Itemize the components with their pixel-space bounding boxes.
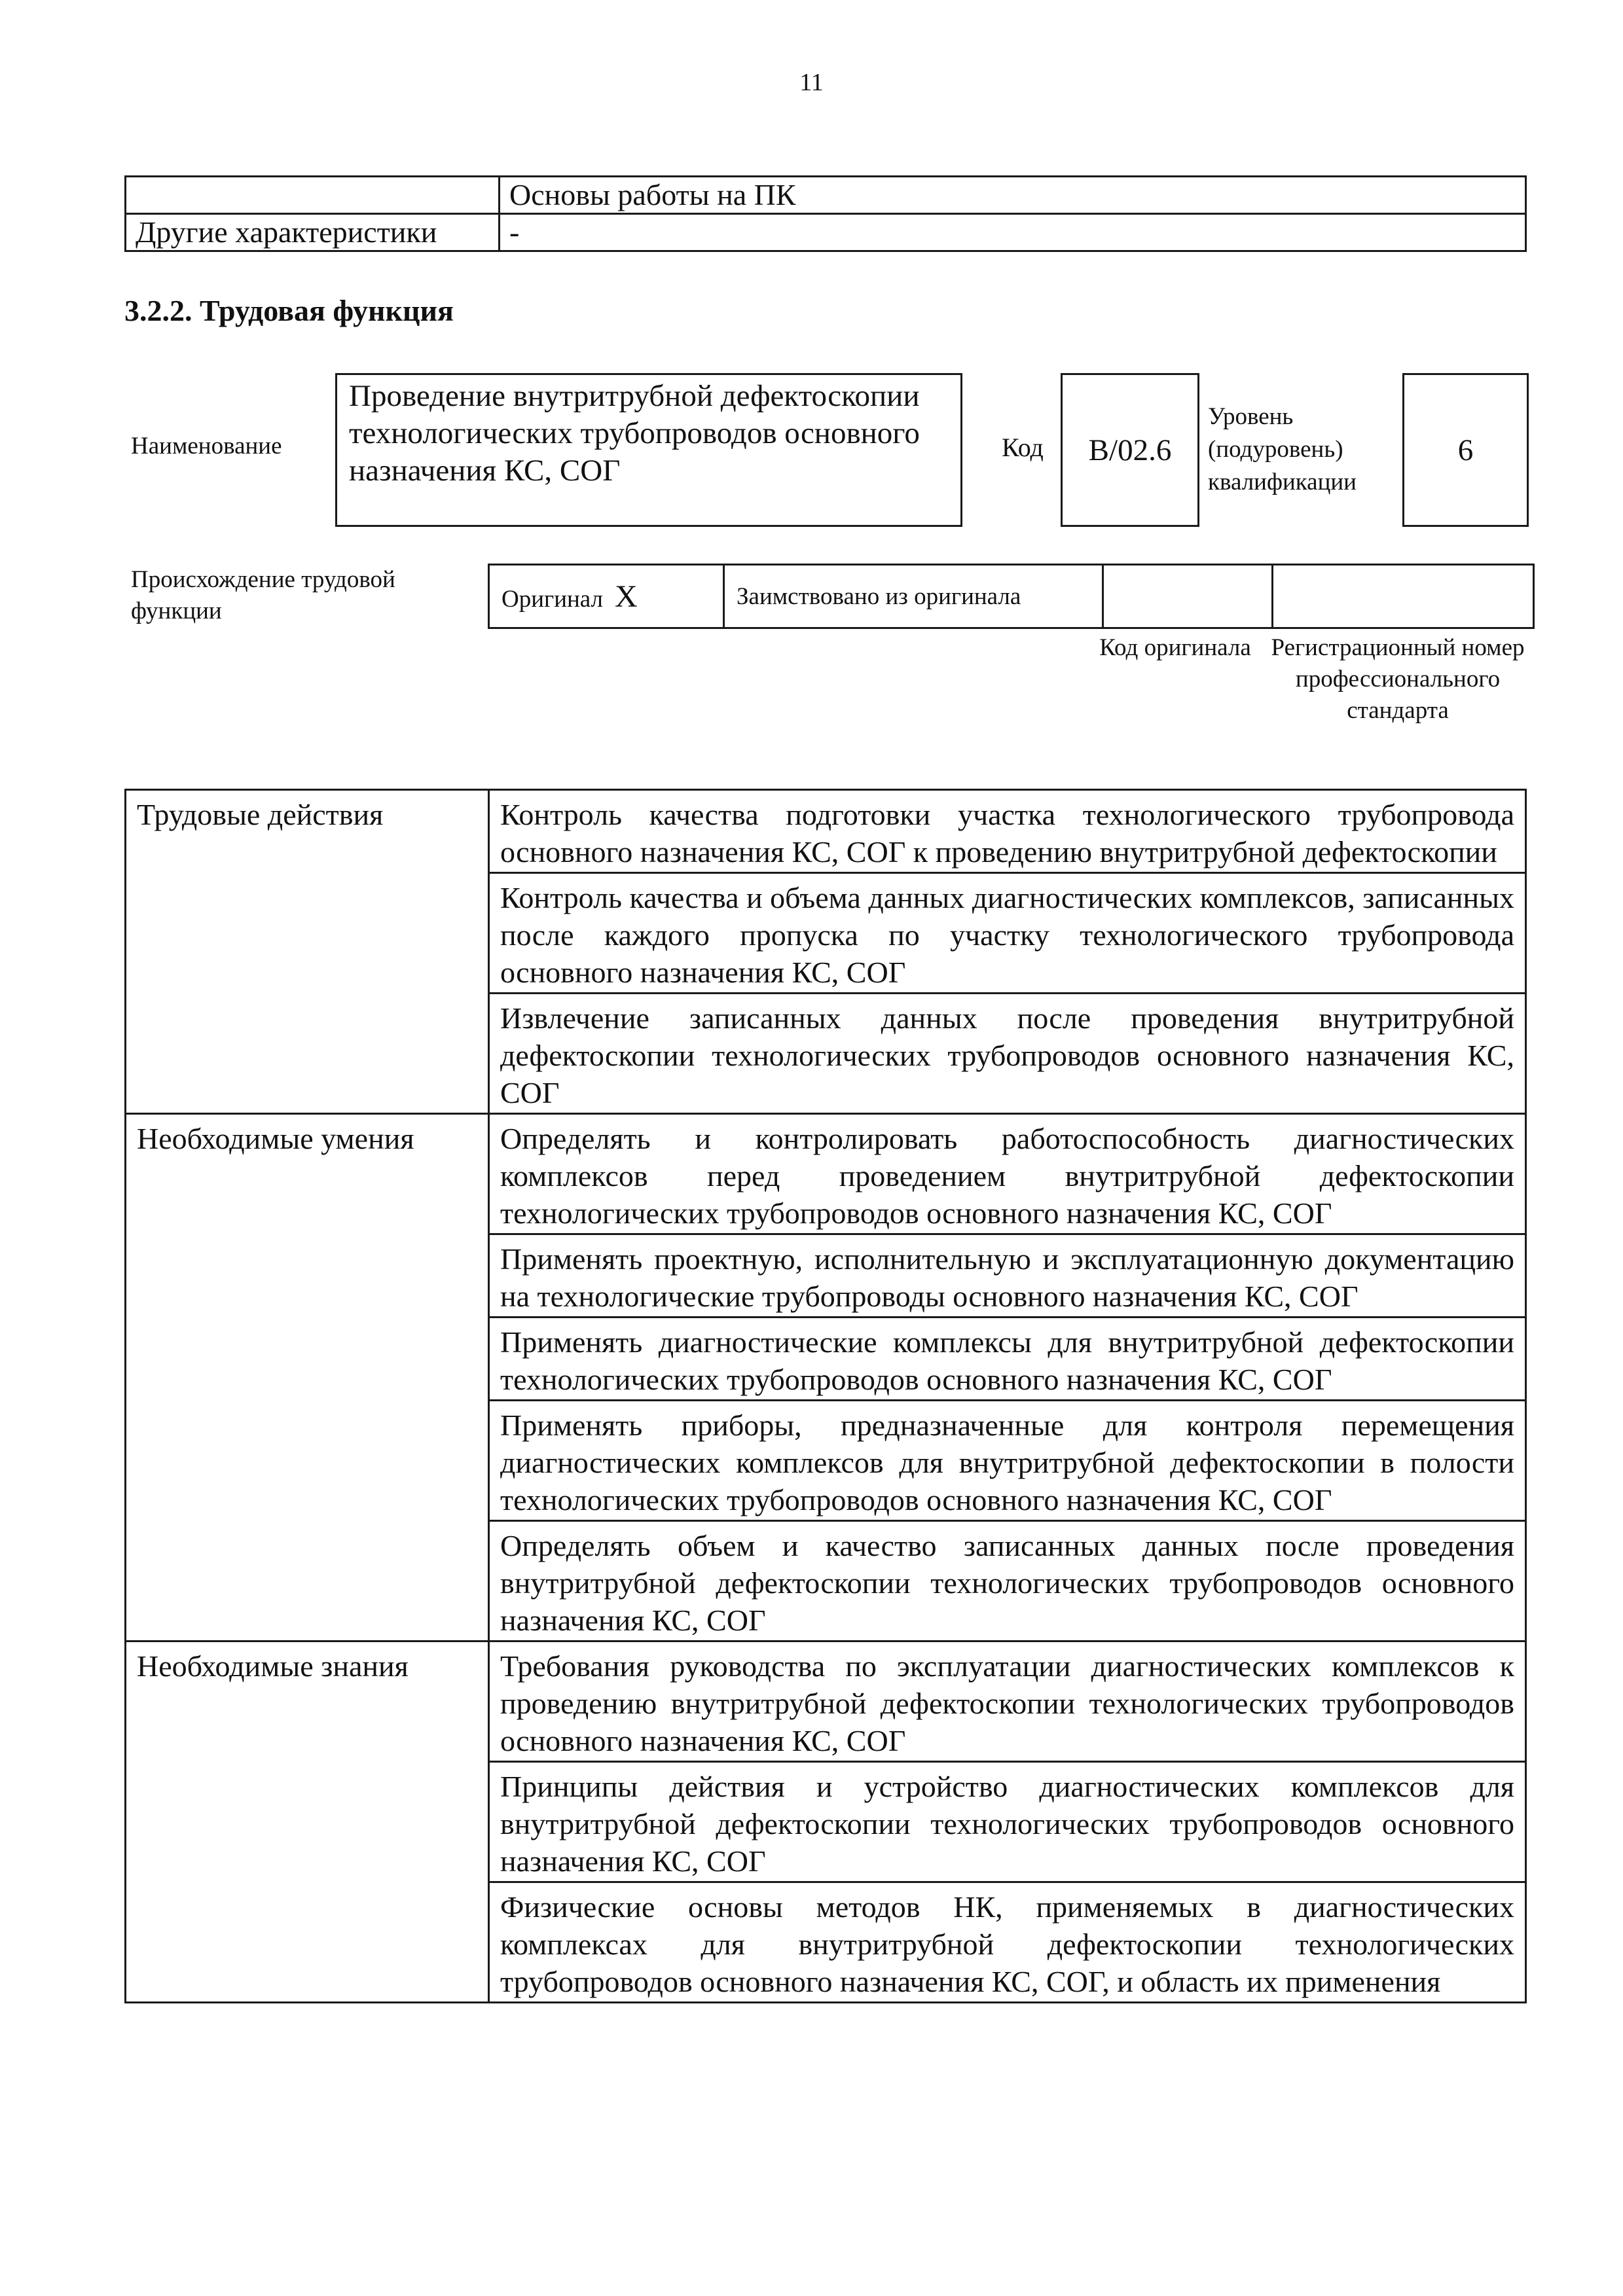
- table-row: [126, 177, 1526, 214]
- labor-function-details-table: [124, 789, 1527, 2003]
- table-row: [126, 790, 1526, 873]
- name-label: Наименование: [131, 433, 282, 459]
- borrowed-label: Заимствовано из оригинала: [737, 583, 1021, 610]
- level-label-text: Уровень (подуровень) квалификации: [1208, 403, 1357, 495]
- code-value: B/02.6: [1088, 433, 1172, 467]
- table-row: [126, 214, 1526, 251]
- page-number: 11: [799, 69, 824, 96]
- section-title: 3.2.2. Трудовая функция: [124, 294, 454, 327]
- original-code-caption: Код оригинала: [1099, 634, 1251, 661]
- original-mark: Х: [615, 579, 638, 614]
- description-cell: Применять проектную, исполнительную и эксплуатационную документацию на технологические трубопроводы основного назначения КС, СОГ: [489, 1234, 1526, 1318]
- row-label: Другие характеристики: [126, 214, 500, 251]
- description-cell: Принципы действия и устройство диагностических комплексов для внутритрубной дефектоскопии технологических трубопроводов основного назначения КС, СОГ: [489, 1762, 1526, 1882]
- top-characteristics-table: [124, 175, 1527, 252]
- row-value: Основы работы на ПК: [500, 177, 1526, 214]
- description-cell: Контроль качества подготовки участка технологического трубопровода основного назначения КС, СОГ к проведению внутритрубной дефектоскопии: [489, 790, 1526, 873]
- category-cell: Необходимые умения: [126, 1114, 489, 1641]
- description-cell: Применять приборы, предназначенные для контроля перемещения диагностических комплексов для внутритрубной дефектоскопии в полости технологических трубопроводов основного назначения КС, СОГ: [489, 1401, 1526, 1521]
- table-row: [489, 565, 1534, 628]
- origin-table: [488, 564, 1535, 629]
- registration-number-cell: [1273, 565, 1534, 628]
- original-cell: [489, 565, 724, 628]
- category-cell: Трудовые действия: [126, 790, 489, 1114]
- description-cell: Определять объем и качество записанных данных после проведения внутритрубной дефектоскопии технологических трубопроводов основного назначения КС, СОГ: [489, 1521, 1526, 1641]
- level-value: 6: [1457, 433, 1474, 467]
- description-cell: Требования руководства по эксплуатации диагностических комплексов к проведению внутритрубной дефектоскопии технологических трубопроводов основного назначения КС, СОГ: [489, 1641, 1526, 1762]
- code-label: Код: [1002, 433, 1044, 462]
- borrowed-cell: [724, 565, 1103, 628]
- table-row: [126, 1641, 1526, 1762]
- description-cell: Применять диагностические комплексы для внутритрубной дефектоскопии технологических трубопроводов основного назначения КС, СОГ: [489, 1318, 1526, 1401]
- category-cell: Необходимые знания: [126, 1641, 489, 2003]
- registration-number-caption: Регистрационный номер профессионального стандарта: [1271, 634, 1525, 724]
- code-box: [1061, 373, 1199, 527]
- qualification-level-label: [1208, 401, 1398, 499]
- description-cell: Извлечение записанных данных после проведения внутритрубной дефектоскопии технологических трубопроводов основного назначения КС, СОГ: [489, 994, 1526, 1114]
- original-label: Оригинал: [501, 585, 604, 613]
- qualification-level-box: [1402, 373, 1529, 527]
- description-cell: Определять и контролировать работоспособность диагностических комплексов перед проведением внутритрубной дефектоскопии технологических трубопроводов основного назначения КС, СОГ: [489, 1114, 1526, 1234]
- table-row: [126, 1114, 1526, 1234]
- description-cell: Контроль качества и объема данных диагностических комплексов, записанных после каждого пропуска по участку технологического трубопровода основного назначения КС, СОГ: [489, 873, 1526, 994]
- origin-label: Происхождение трудовой функции: [131, 566, 395, 624]
- row-value: -: [500, 214, 1526, 251]
- original-code-cell: [1103, 565, 1273, 628]
- row-label: [126, 177, 500, 214]
- description-cell: Физические основы методов НК, применяемых в диагностических комплексах для внутритрубной дефектоскопии технологических трубопроводов основного назначения КС, СОГ, и область их применения: [489, 1882, 1526, 2003]
- function-name-box: Проведение внутритрубной дефектоскопии технологических трубопроводов основного назначения КС, СОГ: [335, 373, 962, 527]
